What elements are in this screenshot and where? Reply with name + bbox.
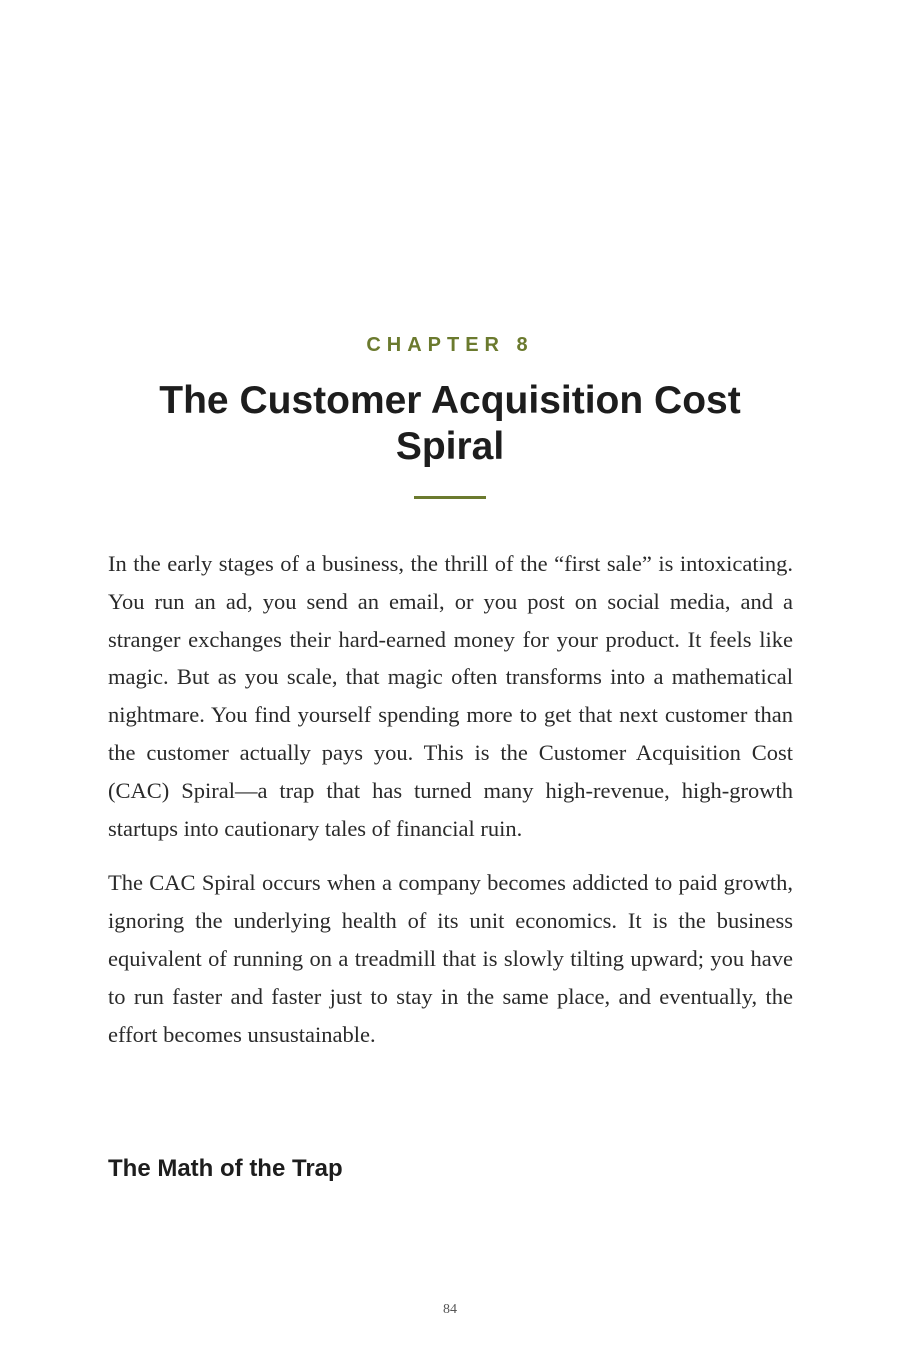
title-divider bbox=[414, 496, 486, 499]
body-text bbox=[108, 545, 793, 1053]
chapter-label: CHAPTER 8 bbox=[366, 334, 534, 356]
section-heading: The Math of the Trap bbox=[108, 1155, 343, 1182]
paragraph: In the early stages of a business, the thrill of the “first sale” is intoxicating. You run an ad, you send an email, or you post on social media, and a stranger exchanges their hard-earned money for your product. It feels like magic. But as you scale, that magic often transforms into a mathematical nightmare. You find yourself spending more to get that next customer than the customer actually pays you. This is the Customer Acquisition Cost (CAC) Spiral—a trap that has turned many high-revenue, high-growth startups into cautionary tales of financial ruin. bbox=[108, 551, 793, 841]
paragraph: The CAC Spiral occurs when a company becomes addicted to paid growth, ignoring the underlying health of its unit economics. It is the business equivalent of running on a treadmill that is slowly tilting upward; you have to run faster and faster just to stay in the same place, and eventually, the effort becomes unsustainable. bbox=[108, 870, 793, 1047]
page-number: 84 bbox=[443, 1302, 457, 1317]
chapter-title: The Customer Acquisition Cost Spiral bbox=[159, 379, 741, 468]
